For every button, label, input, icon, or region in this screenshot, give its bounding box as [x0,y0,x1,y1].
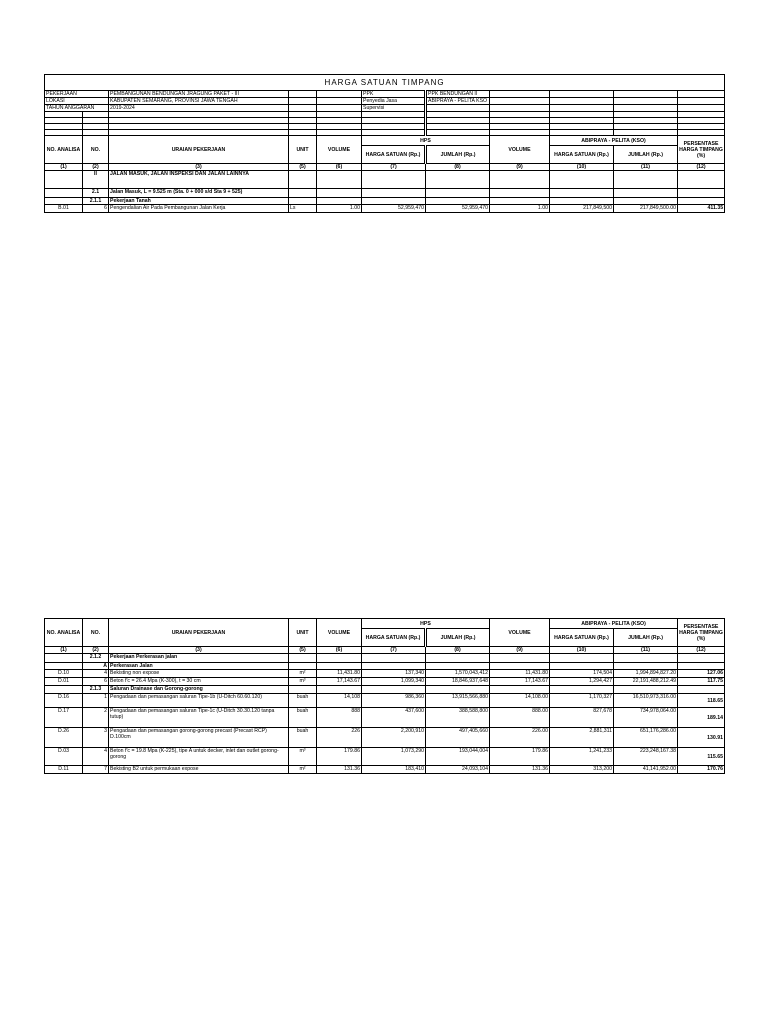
cell-jumlah: 497,405,660 [426,728,490,748]
cell-harga-satuan-2: 1,170,327 [550,694,614,708]
cell-volume-2: 1.00 [490,205,550,213]
col-number: (12) [678,647,725,654]
cell-jumlah-2: 223,248,167.38 [614,748,678,766]
cell-volume: 131.36 [317,766,362,774]
info-label-tahun: TAHUN ANGGARAN [46,105,95,111]
cell-volume-2: 179.86 [490,748,550,766]
cell-volume: 14,108 [317,694,362,708]
cell-harga-satuan: 52,959,470 [362,205,426,213]
cell-no: 3 [83,728,109,748]
subsubsection-number: 2.1.1 [83,198,109,205]
header-jumlah-2: JUMLAH (Rp.) [614,146,678,164]
cell-uraian: Bekisting B2 untuk permukaan expose [109,766,289,774]
cell-analisa: D.01 [45,678,83,686]
cell-no: 7 [83,766,109,774]
cell-volume-2: 888.00 [490,708,550,728]
cell-jumlah-2: 1,994,894,827.20 [614,670,678,678]
table-row [45,766,725,774]
info-label-pekerjaan: PEKERJAAN [45,91,83,98]
col-number: (2) [83,647,109,654]
cell-harga-satuan: 437,600 [362,708,426,728]
cell-analisa: D.03 [45,748,83,766]
cell-jumlah: 193,044,004 [426,748,490,766]
header-persentase: PERSENTASE HARGA TIMPANG (%) [678,136,725,164]
header-harga-satuan-2: HARGA SATUAN (Rp.) [550,146,614,164]
cell-analisa: D.10 [45,670,83,678]
header-persentase: PERSENTASE HARGA TIMPANG (%) [678,619,725,647]
cell-jumlah: 52,959,470 [426,205,490,213]
col-number: (1) [45,164,83,171]
col-number: (9) [490,647,550,654]
col-number: (9) [490,164,550,171]
cell-volume: 1.00 [317,205,362,213]
cell-harga-satuan: 1,073,290 [362,748,426,766]
info-right-label-ppk: PPK [362,91,426,98]
cell-harga-satuan: 986,360 [362,694,426,708]
cell-unit: Ls [289,205,317,213]
subsection-title: Jalan Masuk, L = 9.525 m (Sta. 0 + 000 s/d Sta 9 + 525) [109,189,289,198]
header-harga-satuan: HARGA SATUAN (Rp.) [362,146,426,164]
cell-persentase: 118.65 [678,694,725,708]
cell-volume: 226 [317,728,362,748]
info-right-label-penyedia: Penyedia Jasa [362,98,426,105]
col-number: (11) [614,164,678,171]
info-right-value-supervisi [426,105,490,112]
col-number: (5) [289,647,317,654]
col-number: (7) [362,647,426,654]
cell-unit: m² [289,670,317,678]
cell-harga-satuan-2: 313,200 [550,766,614,774]
cell-persentase: 411.35 [678,205,725,213]
cell-jumlah: 388,588,800 [426,708,490,728]
cell-harga-satuan-2: 174,504 [550,670,614,678]
cell-volume: 888 [317,708,362,728]
subsection-number: 2.1 [83,189,109,198]
cell-jumlah-2: 734,978,064.00 [614,708,678,728]
header-harga-satuan-2: HARGA SATUAN (Rp.) [550,629,614,647]
cell-persentase: 115.65 [678,748,725,766]
header-volume-2: VOLUME [490,136,550,164]
cell-unit: m³ [289,678,317,686]
cell-volume: 179.86 [317,748,362,766]
cell-uraian: Pengadaan dan pemasangan gorong-gorong precast (Precast RCP) D.100cm [109,728,289,748]
cell-uraian: Pengadaan dan pemasangan saluran Tipe-1b (U-Ditch 60.60.120) [109,694,289,708]
cell-no: 4 [83,748,109,766]
col-number: (3) [109,164,289,171]
table-row [45,694,725,708]
group-letter: A [83,663,109,670]
cell-analisa: D.11 [45,766,83,774]
header-hps: HPS [362,136,490,146]
cell-jumlah: 1,570,043,412 [426,670,490,678]
header-unit: UNIT [289,136,317,164]
subsubsection-title: Pekerjaan Tanah [109,198,289,205]
cell-harga-satuan: 2,200,910 [362,728,426,748]
cell-no: 6 [83,205,109,213]
header-volume: VOLUME [317,136,362,164]
col-number: (8) [426,647,490,654]
price-table-1 [44,74,725,213]
section-title: JALAN MASUK, JALAN INSPEKSI DAN JALAN LAINNYA [109,171,289,189]
header-kso: ABIPRAYA - PELITA (KSO) [550,619,678,629]
cell-unit: buah [289,708,317,728]
cell-persentase: 189.14 [678,708,725,728]
price-table-2 [44,618,725,774]
cell-volume-2: 131.36 [490,766,550,774]
col-number: (8) [426,164,490,171]
info-right-value-penyedia: ABIPRAYA - PELITA KSO [426,98,490,105]
subsection-number: 2.1.3 [83,686,109,694]
cell-persentase: 117.75 [678,678,725,686]
cell-unit: m³ [289,748,317,766]
cell-no: 4 [83,670,109,678]
header-harga-satuan: HARGA SATUAN (Rp.) [362,629,426,647]
col-number: (5) [289,164,317,171]
col-number: (3) [109,647,289,654]
col-number: (7) [362,164,426,171]
header-jumlah-2: JUMLAH (Rp.) [614,629,678,647]
cell-volume-2: 14,108.00 [490,694,550,708]
info-right-label-supervisi: Supervisi [362,105,426,112]
cell-volume-2: 11,431.80 [490,670,550,678]
header-hps: HPS [362,619,490,629]
info-value-tahun: 2019-2024 [109,105,289,112]
cell-analisa: B.01 [45,205,83,213]
col-number: (1) [45,647,83,654]
cell-uraian: Pengadaan dan pemasangan saluran Tipe-1c (U-Ditch 30.30.120 tanpa tutup) [109,708,289,728]
cell-persentase: 130.91 [678,728,725,748]
cell-jumlah: 13,915,566,880 [426,694,490,708]
sheet-title: HARGA SATUAN TIMPANG [45,75,725,91]
cell-jumlah-2: 22,191,488,212.49 [614,678,678,686]
cell-no: 2 [83,708,109,728]
cell-harga-satuan-2: 827,678 [550,708,614,728]
table-row [45,728,725,748]
info-label-lokasi: LOKASI [45,98,83,105]
table-row [45,670,725,678]
col-number: (10) [550,164,614,171]
cell-harga-satuan-2: 1,294,427 [550,678,614,686]
col-number: (11) [614,647,678,654]
header-jumlah: JUMLAH (Rp.) [426,629,490,647]
col-number: (6) [317,647,362,654]
table-row [45,205,725,213]
subsection-number: 2.1.2 [83,654,109,663]
subsection-title: Saluran Drainase dan Gorong-gorong [109,686,289,694]
info-right-value-ppk: PPK BENDUNGAN II [426,91,490,98]
cell-volume-2: 17,143.67 [490,678,550,686]
cell-uraian: Beton f'c = 19.8 Mpa (K-225), tipe A untuk decker, inlet dan outlet gorong-gorong [109,748,289,766]
cell-uraian: Pengendalian Air Pada Pembangunan Jalan Kerja [109,205,289,213]
cell-harga-satuan-2: 1,241,233 [550,748,614,766]
header-volume-2: VOLUME [490,619,550,647]
table-row [45,708,725,728]
cell-uraian: Bekisting non expose [109,670,289,678]
cell-jumlah: 18,846,937,648 [426,678,490,686]
col-number: (2) [83,164,109,171]
cell-harga-satuan: 1,099,340 [362,678,426,686]
cell-jumlah-2: 16,510,973,316.00 [614,694,678,708]
cell-persentase: 170.76 [678,766,725,774]
info-value-pekerjaan: PEMBANGUNAN BENDUNGAN JRAGUNG PAKET - III [109,91,289,98]
col-number: (10) [550,647,614,654]
header-uraian: URAIAN PEKERJAAN [109,136,289,164]
cell-volume: 17,143.67 [317,678,362,686]
cell-harga-satuan-2: 2,881,311 [550,728,614,748]
header-jumlah: JUMLAH (Rp.) [426,146,490,164]
header-no: NO. [83,619,109,647]
col-number: (6) [317,164,362,171]
table-row [45,748,725,766]
cell-persentase: 127.06 [678,670,725,678]
table-row [45,678,725,686]
header-no-analisa: NO. ANALISA [45,136,83,164]
col-number: (12) [678,164,725,171]
subsection-title: Pekerjaan Perkerasan jalan [109,654,289,663]
group-title: Perkerasan Jalan [109,663,289,670]
cell-harga-satuan: 183,410 [362,766,426,774]
cell-volume-2: 226.00 [490,728,550,748]
cell-unit: m² [289,766,317,774]
cell-uraian: Beton f'c = 26.4 Mpa (K-300), t = 30 cm [109,678,289,686]
cell-jumlah: 24,093,104 [426,766,490,774]
cell-volume: 11,431.80 [317,670,362,678]
cell-jumlah-2: 217,849,500.00 [614,205,678,213]
cell-analisa: D.16 [45,694,83,708]
header-no: NO. [83,136,109,164]
cell-jumlah-2: 651,176,286.00 [614,728,678,748]
info-value-lokasi: KABUPATEN SEMARANG, PROVINSI JAWA TENGAH [109,98,289,105]
cell-unit: buah [289,728,317,748]
cell-analisa: D.17 [45,708,83,728]
header-volume: VOLUME [317,619,362,647]
section-number: II [83,171,109,189]
header-no-analisa: NO. ANALISA [45,619,83,647]
cell-harga-satuan-2: 217,849,500 [550,205,614,213]
header-kso: ABIPRAYA - PELITA (KSO) [550,136,678,146]
header-unit: UNIT [289,619,317,647]
cell-jumlah-2: 41,141,952.00 [614,766,678,774]
cell-no: 6 [83,678,109,686]
cell-no: 1 [83,694,109,708]
cell-harga-satuan: 137,340 [362,670,426,678]
cell-unit: buah [289,694,317,708]
header-uraian: URAIAN PEKERJAAN [109,619,289,647]
cell-analisa: D.26 [45,728,83,748]
